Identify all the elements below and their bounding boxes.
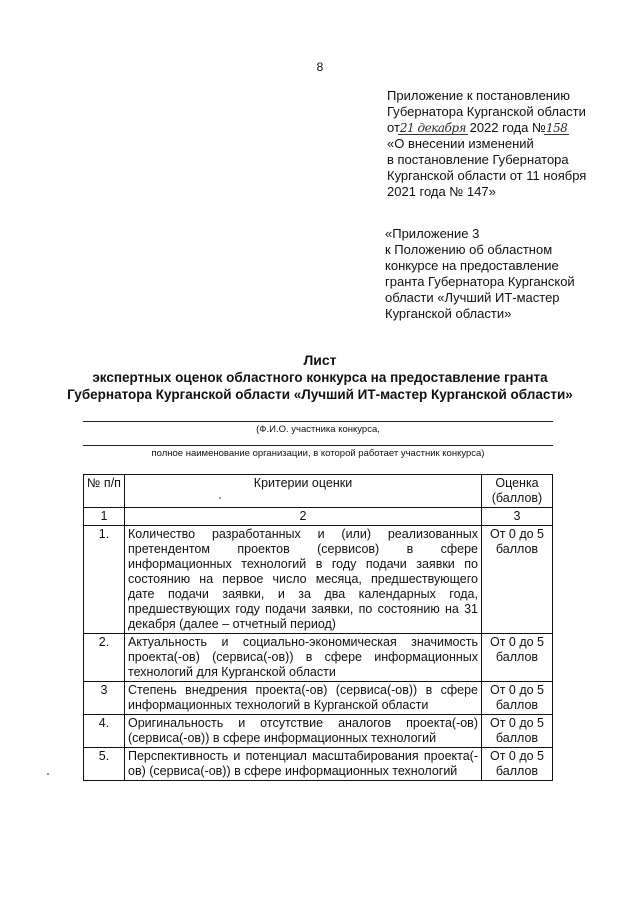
appendix-3-line-6: Курганской области»: [385, 306, 512, 321]
column-number: 3: [482, 508, 553, 526]
table-row: [84, 748, 553, 781]
participant-name-caption: (Ф.И.О. участника конкурса,: [256, 424, 380, 435]
table-header-row: [84, 475, 553, 508]
document-subtitle: [0, 369, 640, 403]
participant-name-line: [83, 421, 553, 422]
table-row: [84, 634, 553, 682]
appendix-header: [387, 88, 627, 200]
table-row: [84, 682, 553, 715]
appendix-3-line-4: гранта Губернатора Курганской: [385, 274, 575, 289]
row-criteria: Степень внедрения проекта(-ов) (сервиса(-ов)) в сфере информационных технологий в Курганской области: [125, 682, 482, 715]
appendix-line-2: Губернатора Курганской области: [387, 104, 586, 119]
row-criteria: Актуальность и социально-экономическая значимость проекта(-ов) (сервиса(-ов)) в сфере информационных технологий для Курганской области: [125, 634, 482, 682]
subtitle-line-1: экспертных оценок областного конкурса на предоставление гранта: [92, 370, 548, 385]
document-title: [0, 352, 640, 369]
appendix-year-label: 2022 года №: [469, 120, 546, 135]
organization-line: [83, 445, 553, 446]
row-score: От 0 до 5 баллов: [482, 634, 553, 682]
header-score-line-2: (баллов): [491, 491, 543, 505]
row-score: От 0 до 5 баллов: [482, 682, 553, 715]
appendix-line-5: в постановление Губернатора: [387, 152, 569, 167]
header-criteria: Критерии оценки: [125, 475, 482, 508]
subtitle-line-2: Губернатора Курганской области «Лучший ИТ-мастер Курганской области»: [67, 387, 573, 402]
organization-caption: полное наименование организации, в которой работает участник конкурса): [151, 448, 485, 459]
appendix-line-7: 2021 года № 147»: [387, 184, 496, 199]
row-number: 5.: [84, 748, 125, 781]
row-score: От 0 до 5 баллов: [482, 748, 553, 781]
appendix-line-4: «О внесении изменений: [387, 136, 534, 151]
appendix-3-header: [385, 226, 625, 322]
header-num: № п/п: [84, 475, 125, 508]
header-score: [482, 475, 553, 508]
appendix-3-line-1: «Приложение 3: [385, 226, 480, 241]
appendix-3-line-3: конкурсе на предоставление: [385, 258, 559, 273]
appendix-line-3: [387, 120, 627, 136]
row-number: 2.: [84, 634, 125, 682]
page-number: 8: [316, 60, 324, 74]
table-row: [84, 526, 553, 634]
appendix-line-1: Приложение к постановлению: [387, 88, 570, 103]
column-number: 2: [125, 508, 482, 526]
appendix-from-label: от: [387, 120, 400, 135]
scan-speck: [47, 773, 49, 775]
handwritten-number: 158: [545, 121, 568, 135]
column-number: 1: [84, 508, 125, 526]
row-criteria: Оригинальность и отсутствие аналогов проекта(-ов) (сервиса(-ов)) в сфере информационных технологий: [125, 715, 482, 748]
row-score: От 0 до 5 баллов: [482, 715, 553, 748]
title-heading: Лист: [303, 352, 337, 368]
row-number: 1.: [84, 526, 125, 634]
scan-speck: [219, 497, 221, 499]
header-score-line-1: Оценка: [495, 476, 539, 490]
appendix-3-line-5: области «Лучший ИТ-мастер: [385, 290, 560, 305]
handwritten-date: 21 декабря: [399, 121, 466, 135]
row-criteria: Количество разработанных и (или) реализованных претендентом проектов (сервисов) в сфере информационных технологий в году подачи заявки по состоянию на первое число месяца, предшествующего дате подачи заявки, и за два календарных года, предшествующих году подачи заявки, по состоянию на 31 декабря (далее – отчетный период): [125, 526, 482, 634]
appendix-3-line-2: к Положению об областном: [385, 242, 553, 257]
row-score: От 0 до 5 баллов: [482, 526, 553, 634]
table-row: [84, 715, 553, 748]
criteria-table: [83, 474, 553, 781]
row-number: 3: [84, 682, 125, 715]
row-number: 4.: [84, 715, 125, 748]
column-number-row: [84, 508, 553, 526]
row-criteria: Перспективность и потенциал масштабирования проекта(-ов) (сервиса(-ов)) в сфере информационных технологий: [125, 748, 482, 781]
appendix-line-6: Курганской области от 11 ноября: [387, 168, 587, 183]
